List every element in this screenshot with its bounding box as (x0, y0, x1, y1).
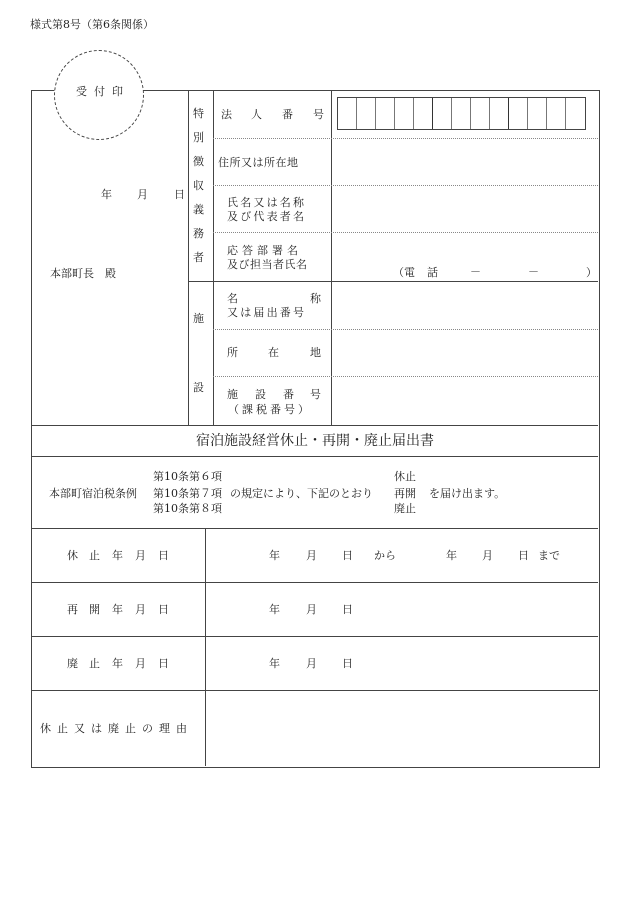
divider-vertical (213, 90, 214, 425)
facility-name-label-char: 称 (310, 292, 321, 305)
divider-vertical (188, 90, 189, 425)
suspend-label-char: 日 (158, 549, 169, 562)
resume-date-input[interactable] (207, 584, 597, 635)
suspend-until-year: 年 (446, 549, 457, 562)
suspend-label-char: 休 (67, 549, 78, 562)
form-reference: 様式第8号（第6条関係） (30, 18, 154, 31)
phone-dash: － (470, 265, 481, 278)
resume-label-char: 月 (135, 603, 146, 616)
digit-divider (508, 98, 509, 129)
row-divider (31, 528, 598, 529)
reason-label-char: は (91, 722, 102, 735)
resume-label-char: 年 (112, 603, 123, 616)
abolish-label-char: 廃 (67, 657, 78, 670)
facility-name-input[interactable] (333, 283, 597, 328)
abolish-month: 月 (306, 657, 317, 670)
row-divider (31, 456, 598, 457)
reason-label-char: 止 (125, 722, 136, 735)
addressee: 本部町長 殿 (50, 267, 116, 280)
reason-label-char: 止 (57, 722, 68, 735)
statement-middle: の規定により、下記のとおり (230, 487, 373, 500)
date-year: 年 (101, 188, 112, 201)
reason-input[interactable] (207, 692, 597, 765)
action-resume: 再開 (394, 487, 416, 500)
corp-number-label-char: 法 (221, 108, 232, 121)
row-divider (188, 281, 598, 282)
abolish-label-char: 年 (112, 657, 123, 670)
resume-label-char: 日 (158, 603, 169, 616)
abolish-year: 年 (269, 657, 280, 670)
name-input[interactable] (333, 187, 597, 231)
facility-name-label-char: 名 (227, 292, 238, 305)
contact-input[interactable] (333, 234, 597, 280)
taxpayer-header-char: 収 (193, 179, 204, 192)
corporate-number-input[interactable] (337, 97, 586, 130)
suspend-label-char: 月 (135, 549, 146, 562)
facility-location-input[interactable] (333, 331, 597, 375)
reason-label-char: 休 (40, 722, 51, 735)
divider-vertical (205, 528, 206, 766)
facility-number-label-char: 設 (255, 388, 266, 401)
suspend-label-char: 年 (112, 549, 123, 562)
action-abolish: 廃止 (394, 502, 416, 515)
resume-label-char: 開 (89, 603, 100, 616)
taxpayer-header-char: 者 (193, 251, 204, 264)
taxpayer-header-char: 徴 (193, 155, 204, 168)
suspend-until-day: 日 (518, 549, 529, 562)
digit-divider (546, 98, 547, 129)
digit-divider (565, 98, 566, 129)
taxpayer-header-char: 務 (193, 227, 204, 240)
reason-label-char: の (142, 722, 153, 735)
action-suspend: 休止 (394, 470, 416, 483)
tax-number-label: （課税番号） (228, 403, 312, 416)
row-divider (213, 329, 598, 330)
ordinance-name: 本部町宿泊税条例 (49, 487, 137, 500)
facility-notification-label: 又は届出番号 (227, 306, 307, 319)
digit-divider (432, 98, 433, 129)
facility-location-label-char: 在 (268, 346, 279, 359)
row-divider (31, 425, 598, 426)
facility-header-char: 設 (193, 381, 204, 394)
suspend-from-year: 年 (269, 549, 280, 562)
digit-divider (375, 98, 376, 129)
corp-number-label-char: 番 (282, 108, 293, 121)
row-divider (213, 232, 598, 233)
row-divider (31, 582, 598, 583)
facility-number-label-char: 施 (227, 388, 238, 401)
phone-open: （電 (393, 266, 415, 279)
phone-dash: － (528, 265, 539, 278)
representative-label: 及び代表者名 (227, 210, 307, 223)
taxpayer-header-char: 義 (193, 203, 204, 216)
row-divider (31, 636, 598, 637)
suspend-label-char: 止 (89, 549, 100, 562)
phone-close: ） (586, 266, 597, 279)
suspend-until-word: まで (538, 549, 560, 562)
article-7: 第10条第７項 (153, 487, 222, 500)
resume-year: 年 (269, 603, 280, 616)
reason-label-char: 由 (176, 722, 187, 735)
digit-divider (470, 98, 471, 129)
date-day: 日 (174, 188, 185, 201)
resume-month: 月 (306, 603, 317, 616)
row-divider (31, 690, 598, 691)
reason-label-char: 廃 (108, 722, 119, 735)
abolish-label-char: 月 (135, 657, 146, 670)
resume-day: 日 (342, 603, 353, 616)
facility-number-label-char: 号 (310, 388, 321, 401)
facility-location-label-char: 所 (227, 346, 238, 359)
name-label: 氏名又は名称 (227, 196, 307, 209)
reason-label-char: 又 (74, 722, 85, 735)
row-divider (213, 376, 598, 377)
abolish-day: 日 (342, 657, 353, 670)
divider-vertical (331, 90, 332, 425)
suspend-until-month: 月 (482, 549, 493, 562)
facility-header-char: 施 (193, 312, 204, 325)
digit-divider (413, 98, 414, 129)
taxpayer-header-char: 別 (193, 131, 204, 144)
abolish-label-char: 日 (158, 657, 169, 670)
abolish-date-input[interactable] (207, 638, 597, 689)
suspend-from-word: から (374, 549, 396, 562)
facility-number-input[interactable] (333, 378, 597, 424)
digit-divider (356, 98, 357, 129)
corp-number-label-char: 人 (251, 108, 262, 121)
taxpayer-header-char: 特 (193, 107, 204, 120)
article-6: 第10条第６項 (153, 470, 222, 483)
digit-divider (527, 98, 528, 129)
address-label: 住所又は所在地 (218, 156, 299, 169)
suspend-from-month: 月 (306, 549, 317, 562)
form-title: 宿泊施設経営休止・再開・廃止届出書 (196, 433, 434, 449)
phone-word: 話 (427, 266, 438, 279)
department-label: 応答部署名 (227, 244, 302, 257)
digit-divider (489, 98, 490, 129)
suspension-date-input[interactable] (207, 530, 597, 581)
address-input[interactable] (333, 140, 597, 184)
row-divider (213, 185, 598, 186)
digit-divider (394, 98, 395, 129)
digit-divider (451, 98, 452, 129)
facility-location-label-char: 地 (310, 346, 321, 359)
resume-label-char: 再 (67, 603, 78, 616)
reception-stamp-label: 受付印 (76, 85, 130, 98)
suspend-from-day: 日 (342, 549, 353, 562)
contact-person-label: 及び担当者氏名 (227, 258, 308, 271)
date-month: 月 (137, 188, 148, 201)
corp-number-label-char: 号 (313, 108, 324, 121)
reason-label-char: 理 (159, 722, 170, 735)
facility-number-label-char: 番 (283, 388, 294, 401)
article-8: 第10条第８項 (153, 502, 222, 515)
row-divider (213, 138, 598, 139)
statement-ending: を届け出ます。 (429, 487, 506, 500)
abolish-label-char: 止 (89, 657, 100, 670)
